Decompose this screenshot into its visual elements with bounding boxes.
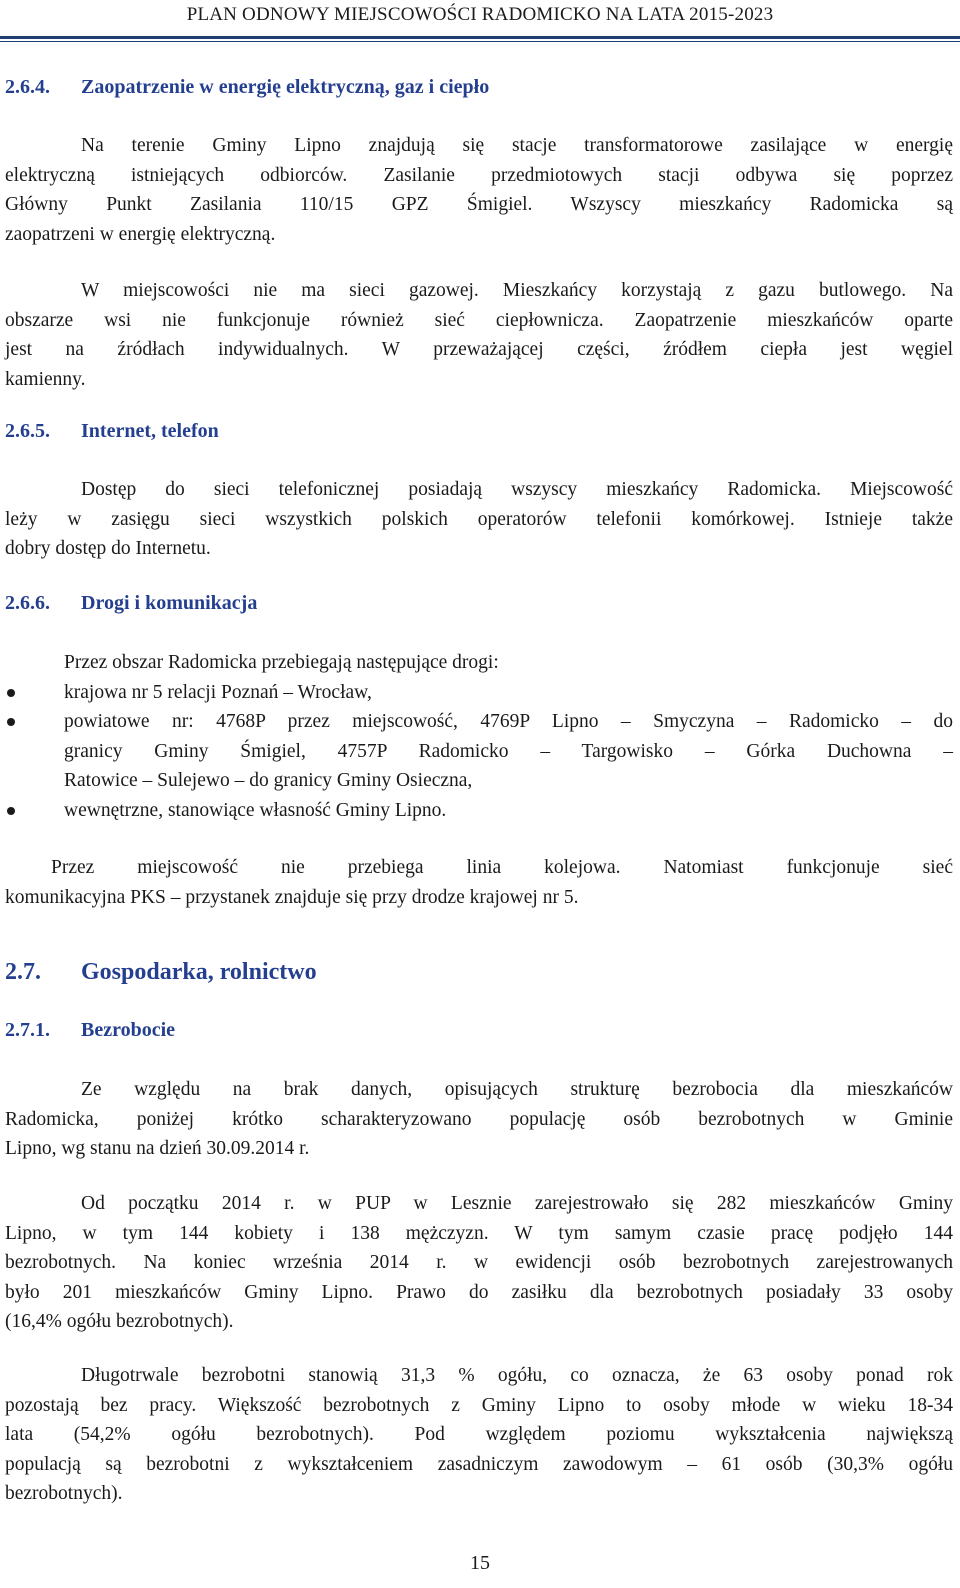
paragraph-unemployment-stats — [5, 1189, 953, 1337]
text-line: krajowa nr 5 relacji Poznań – Wrocław, — [64, 681, 372, 703]
list-intro: Przez obszar Radomicka przebiegają następujące drogi: — [64, 652, 499, 673]
paragraph-energy — [5, 131, 953, 249]
page-number: 15 — [470, 1552, 490, 1574]
text-line: obszarze wsi nie funkcjonuje również sieć ciepłownicza. Zaopatrzenie mieszkańców oparte — [5, 309, 953, 331]
text-line: kamienny. — [5, 368, 86, 390]
heading-title: Zaopatrzenie w energię elektryczną, gaz i ciepło — [81, 76, 490, 98]
list-item — [5, 707, 953, 796]
paragraph-internet — [5, 475, 953, 564]
text-line: leży w zasięgu sieci wszystkich polskich operatorów telefonii komórkowej. Istnieje także — [5, 508, 953, 530]
text-line: Przez miejscowość nie przebiega linia kolejowa. Natomiast funkcjonuje sieć — [51, 857, 953, 878]
text-line: dobry dostęp do Internetu. — [5, 538, 211, 560]
text-line: pozostają bez pracy. Większość bezrobotnych z Gminy Lipno to osoby młode w wieku 18-34 — [5, 1394, 953, 1416]
text-line: populacją są bezrobotni z wykształceniem zasadniczym zawodowym – 61 osób (30,3% ogółu — [5, 1453, 953, 1475]
paragraph-unemployment-intro — [5, 1075, 953, 1164]
header-rule-thin — [0, 41, 960, 42]
text-line: powiatowe nr: 4768P przez miejscowość, 4769P Lipno – Smyczyna – Radomicko – do — [64, 711, 953, 733]
text-line: Lipno, wg stanu na dzień 30.09.2014 r. — [5, 1138, 310, 1160]
list-item — [5, 678, 953, 708]
paragraph-long-term-unemployment — [5, 1361, 953, 1509]
text-line: wewnętrzne, stanowiące własność Gminy Lipno. — [64, 799, 447, 821]
text-line: Długotrwale bezrobotni stanowią 31,3 % ogółu, co oznacza, że 63 osoby ponad rok — [81, 1365, 953, 1386]
text-line: Ratowice – Sulejewo – do granicy Gminy Osieczna, — [64, 770, 473, 792]
text-line: elektryczną istniejących odbiorców. Zasilanie przedmiotowych stacji odbywa się poprzez — [5, 164, 953, 186]
text-line: W miejscowości nie ma sieci gazowej. Mieszkańcy korzystają z gazu butlowego. Na — [81, 280, 953, 301]
bullet-icon — [7, 718, 15, 726]
list-item — [5, 796, 953, 826]
header-rule — [0, 36, 960, 39]
text-line: było 201 mieszkańców Gminy Lipno. Prawo do zasiłku dla bezrobotnych posiadały 33 osoby — [5, 1281, 953, 1303]
paragraph-gas — [5, 276, 953, 394]
paragraph-railway — [5, 853, 953, 912]
text-line: granicy Gminy Śmigiel, 4757P Radomicko – Targowisko – Górka Duchowna – — [64, 740, 953, 762]
heading-2-6-5 — [5, 420, 219, 443]
heading-title: Gospodarka, rolnictwo — [81, 959, 317, 985]
heading-2-7-1 — [5, 1019, 175, 1042]
heading-title: Internet, telefon — [81, 420, 219, 442]
heading-number: 2.7.1. — [5, 1019, 50, 1041]
text-line: Główny Punkt Zasilania 110/15 GPZ Śmigiel. Wszyscy mieszkańcy Radomicka są — [5, 194, 953, 216]
text-line: lata (54,2% ogółu bezrobotnych). Pod względem poziomu wykształcenia największą — [5, 1424, 953, 1446]
heading-2-7 — [5, 959, 317, 986]
heading-2-6-6 — [5, 592, 257, 615]
roads-list — [5, 648, 953, 826]
heading-number: 2.6.6. — [5, 592, 50, 614]
heading-number: 2.6.5. — [5, 420, 50, 442]
heading-2-6-4 — [5, 76, 489, 99]
text-line: jest na źródłach indywidualnych. W przeważającej części, źródłem ciepła jest węgiel — [5, 339, 953, 361]
text-line: bezrobotnych. Na koniec września 2014 r. w ewidencji osób bezrobotnych zarejestrowanych — [5, 1252, 953, 1274]
heading-number: 2.7. — [5, 959, 41, 985]
running-header: PLAN ODNOWY MIEJSCOWOŚCI RADOMICKO NA LATA 2015-2023 — [186, 4, 774, 25]
text-line: komunikacyjna PKS – przystanek znajduje się przy drodze krajowej nr 5. — [5, 886, 579, 908]
text-line: Radomicka, poniżej krótko scharakteryzowano populację osób bezrobotnych w Gminie — [5, 1108, 953, 1130]
heading-number: 2.6.4. — [5, 76, 50, 98]
text-line: bezrobotnych). — [5, 1483, 123, 1505]
bullet-icon — [7, 689, 15, 697]
text-line: Od początku 2014 r. w PUP w Lesznie zarejestrowało się 282 mieszkańców Gminy — [81, 1193, 953, 1214]
heading-title: Bezrobocie — [81, 1019, 176, 1041]
text-line: (16,4% ogółu bezrobotnych). — [5, 1311, 234, 1333]
text-line: Dostęp do sieci telefonicznej posiadają wszyscy mieszkańcy Radomicka. Miejscowość — [81, 479, 953, 500]
text-line: Na terenie Gminy Lipno znajdują się stacje transformatorowe zasilające w energię — [81, 135, 953, 156]
text-line: Lipno, w tym 144 kobiety i 138 mężczyzn. W tym samym czasie pracę podjęło 144 — [5, 1222, 953, 1244]
bullet-icon — [7, 807, 15, 815]
text-line: zaopatrzeni w energię elektryczną. — [5, 223, 276, 245]
heading-title: Drogi i komunikacja — [81, 592, 258, 614]
text-line: Ze względu na brak danych, opisujących strukturę bezrobocia dla mieszkańców — [81, 1079, 953, 1100]
